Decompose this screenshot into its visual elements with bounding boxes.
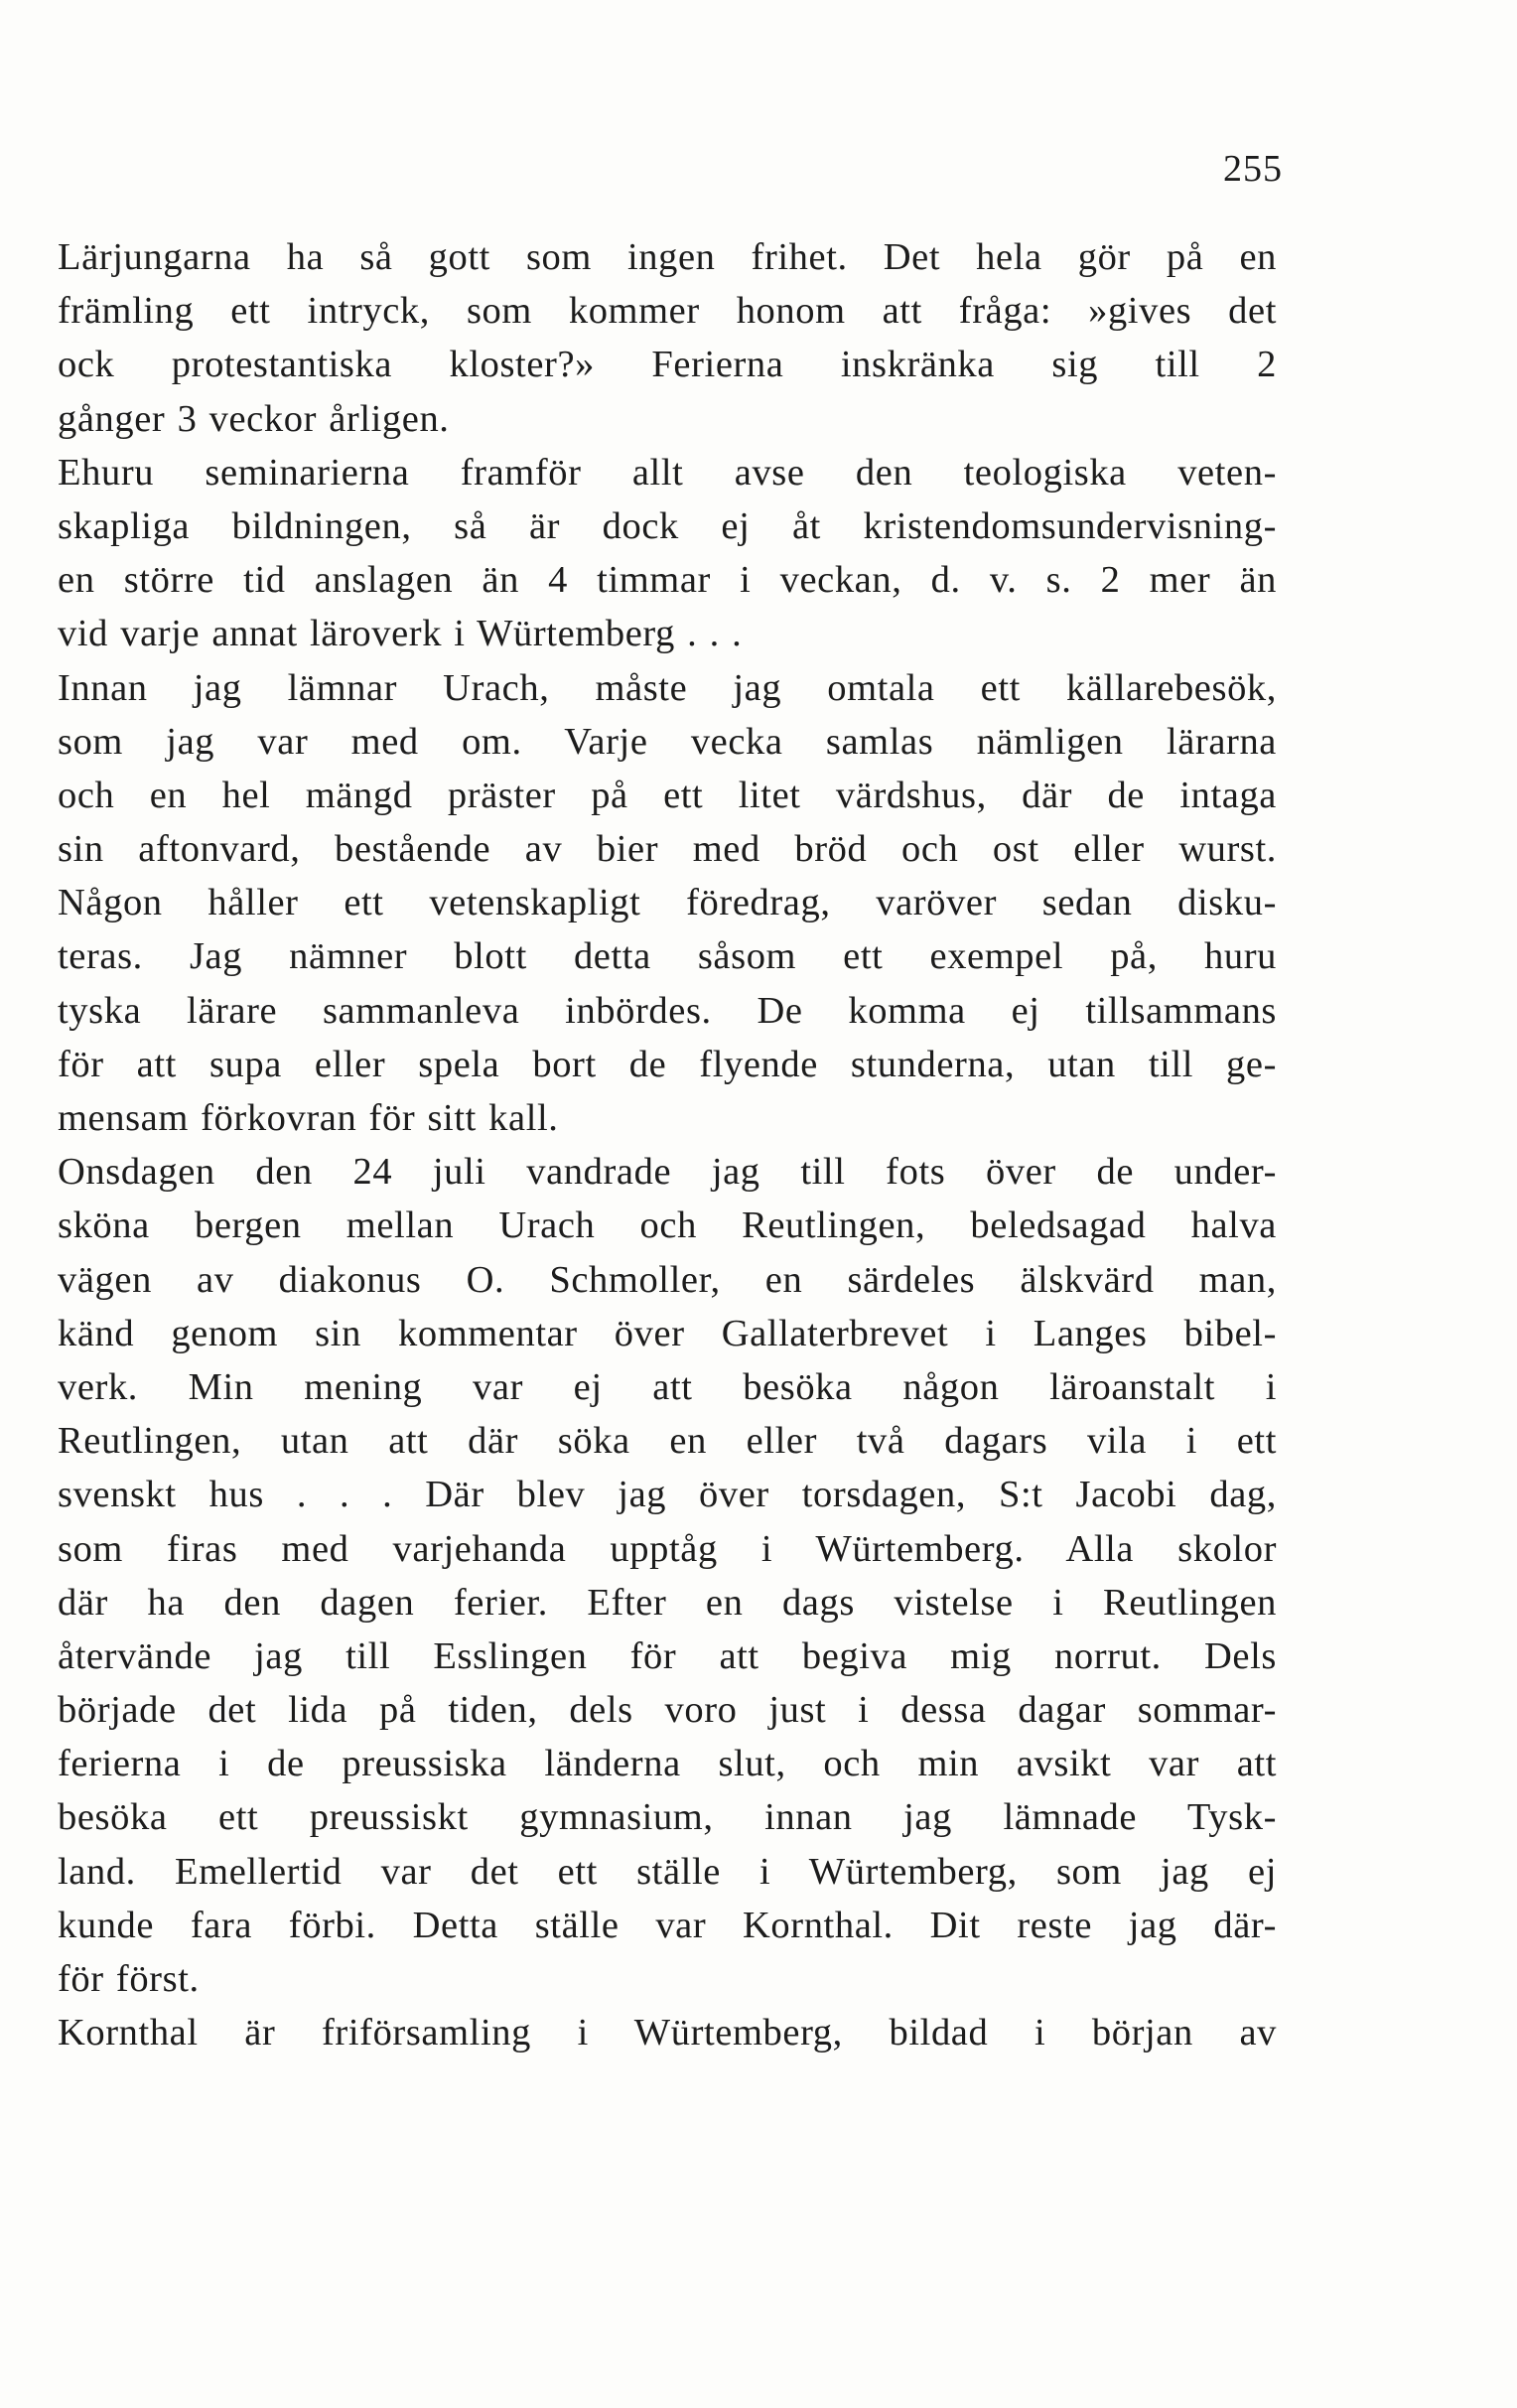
text-line: främling ett intryck, som kommer honom att fråga: »gives det [58, 290, 1277, 333]
text-line: vägen av diakonus O. Schmoller, en särdeles älskvärd man, [58, 1258, 1277, 1301]
text-line: återvände jag till Esslingen för att begiva mig norrut. Dels [58, 1634, 1277, 1677]
text-line: sköna bergen mellan Urach och Reutlingen, beledsagad halva [58, 1204, 1277, 1247]
text-line: verk. Min mening var ej att besöka någon läroanstalt i [58, 1365, 1277, 1408]
text-line: för först. [58, 1958, 200, 2000]
page-number: 255 [1223, 148, 1283, 190]
text-line: svenskt hus . . . Där blev jag över torsdagen, S:t Jacobi dag, [58, 1474, 1277, 1516]
text-line: började det lida på tiden, dels voro just i dessa dagar sommar- [58, 1689, 1277, 1732]
text-line: känd genom sin kommentar över Gallaterbrevet i Langes bibel- [58, 1312, 1277, 1354]
text-line: som jag var med om. Varje vecka samlas nämligen lärarna [58, 720, 1277, 763]
text-line: kunde fara förbi. Detta ställe var Kornthal. Dit reste jag där- [58, 1904, 1277, 1946]
text-line: Onsdagen den 24 juli vandrade jag till fots över de under- [58, 1151, 1277, 1194]
text-line: gånger 3 veckor årligen. [58, 397, 450, 440]
text-line: som firas med varjehanda upptåg i Würtemberg. Alla skolor [58, 1527, 1277, 1570]
text-line: teras. Jag nämner blott detta såsom ett exempel på, huru [58, 935, 1277, 978]
text-line: Kornthal är friförsamling i Würtemberg, bildad i början av [58, 2012, 1277, 2054]
text-line: tyska lärare sammanleva inbördes. De komma ej tillsammans [58, 989, 1277, 1032]
text-line: Lärjungarna ha så gott som ingen frihet. Det hela gör på en [58, 236, 1277, 278]
text-line: vid varje annat läroverk i Würtemberg . . . [58, 613, 743, 655]
text-line: ock protestantiska kloster?» Ferierna inskränka sig till 2 [58, 344, 1277, 386]
body-text [58, 230, 1277, 2059]
text-line: land. Emellertid var det ett ställe i Würtemberg, som jag ej [58, 1850, 1277, 1893]
text-line: en större tid anslagen än 4 timmar i veckan, d. v. s. 2 mer än [58, 559, 1277, 602]
text-line: där ha den dagen ferier. Efter en dags vistelse i Reutlingen [58, 1581, 1277, 1624]
text-line: mensam förkovran för sitt kall. [58, 1097, 559, 1139]
text-line: Någon håller ett vetenskapligt föredrag, varöver sedan disku- [58, 882, 1277, 924]
text-line: ferierna i de preussiska länderna slut, och min avsikt var att [58, 1743, 1277, 1785]
text-line: för att supa eller spela bort de flyende stunderna, utan till ge- [58, 1043, 1277, 1085]
text-line: skapliga bildningen, så är dock ej åt kristendomsundervisning- [58, 504, 1277, 547]
text-line: sin aftonvard, bestående av bier med bröd och ost eller wurst. [58, 828, 1277, 871]
text-line: Innan jag lämnar Urach, måste jag omtala ett källarebesök, [58, 666, 1277, 709]
text-line: Reutlingen, utan att där söka en eller två dagars vila i ett [58, 1420, 1277, 1463]
text-line: besöka ett preussiskt gymnasium, innan jag lämnade Tysk- [58, 1796, 1277, 1839]
text-line: och en hel mängd präster på ett litet värdshus, där de intaga [58, 774, 1277, 816]
text-line: Ehuru seminarierna framför allt avse den teologiska veten- [58, 451, 1277, 494]
